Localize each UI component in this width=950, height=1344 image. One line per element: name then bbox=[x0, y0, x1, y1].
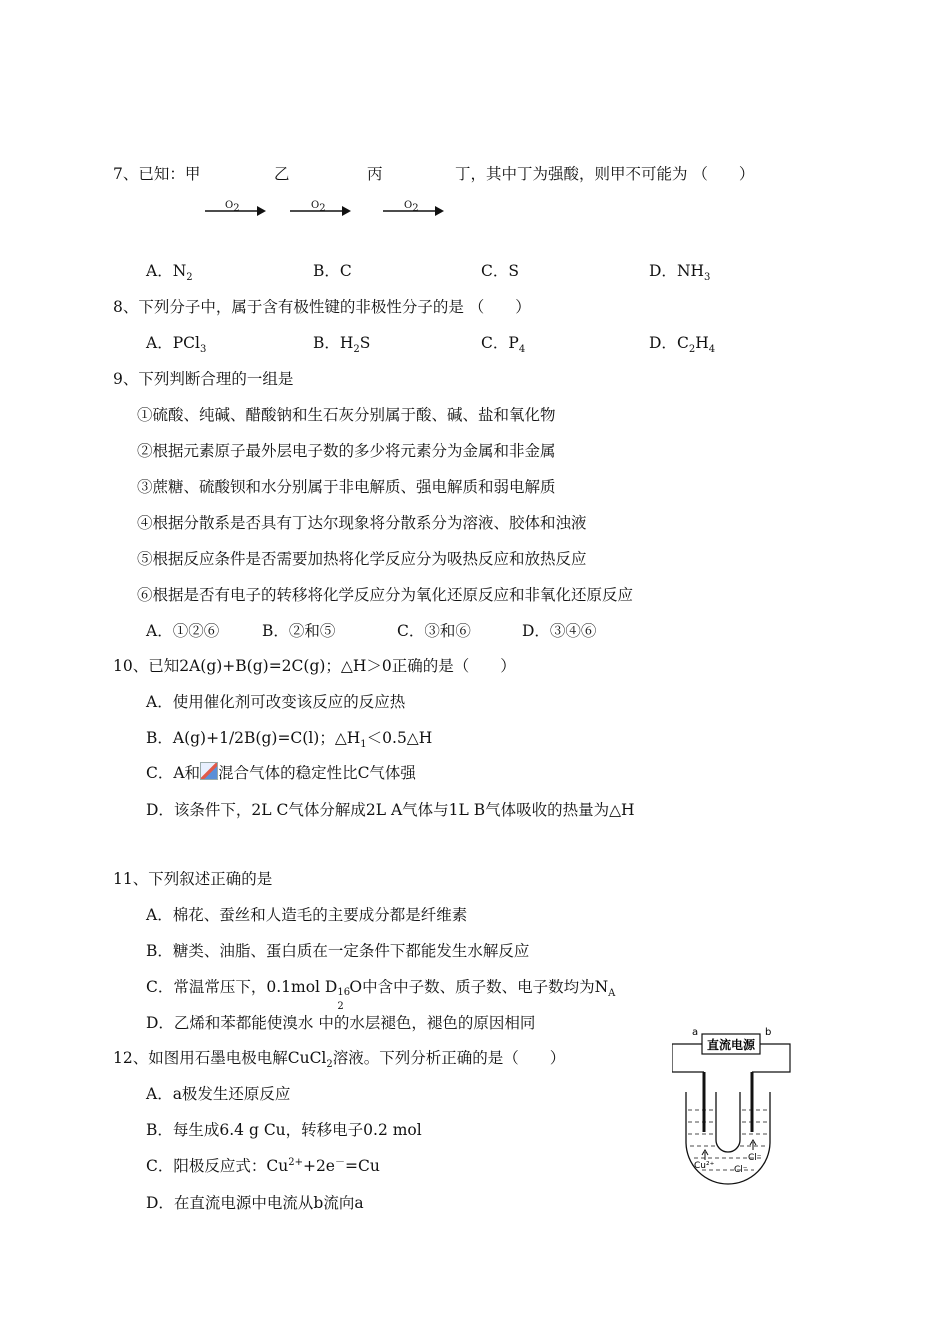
q7-arrow-1-label bbox=[225, 199, 240, 213]
q8-option-b[interactable] bbox=[313, 333, 371, 356]
option-sub: 4 bbox=[708, 344, 716, 356]
ion-cu: Cu²⁺ bbox=[694, 1161, 715, 1171]
arrow-label-main: O bbox=[404, 200, 413, 211]
arrow-label-main: O bbox=[225, 200, 234, 211]
arrow-label-sub: 2 bbox=[412, 203, 419, 214]
broken-image-icon bbox=[200, 762, 218, 780]
q10-option-d[interactable]: D．该条件下，2L C气体分解成2L A气体与1L B气体吸收的热量为△H bbox=[146, 801, 635, 819]
q12-option-b[interactable]: B．每生成6.4 g Cu，转移电子0.2 mol bbox=[146, 1121, 422, 1139]
q9-item-3: ③蔗糖、硫酸钡和水分别属于非电解质、强电解质和弱电解质 bbox=[137, 478, 556, 496]
q8-option-c[interactable] bbox=[481, 333, 526, 356]
option-text: C bbox=[339, 262, 352, 280]
q7-option-b[interactable] bbox=[313, 261, 352, 281]
option-sub: 2 bbox=[337, 1001, 344, 1012]
option-sub: 2 bbox=[688, 344, 696, 356]
q9-item-4: ④根据分散系是否具有丁达尔现象将分散系分为溶液、胶体和浊液 bbox=[137, 514, 587, 532]
q7-option-a[interactable] bbox=[146, 261, 193, 284]
option-tail: 混合气体的稳定性比C气体强 bbox=[218, 764, 416, 782]
option-sub: 2 bbox=[186, 272, 193, 284]
electrolysis-diagram bbox=[672, 1022, 792, 1190]
option-letter: D． bbox=[649, 334, 677, 352]
option-text: S bbox=[508, 262, 519, 280]
option-sub: 1 bbox=[360, 739, 367, 751]
arrow-label-sub: 2 bbox=[319, 203, 326, 214]
u-tube-inner bbox=[716, 1092, 740, 1152]
option-letter: B． bbox=[313, 334, 340, 352]
option-tail: S bbox=[359, 334, 371, 352]
option-text: C bbox=[676, 334, 689, 352]
q9-stem: 9、下列判断合理的一组是 bbox=[113, 370, 294, 388]
ion-arrow-right bbox=[750, 1140, 756, 1150]
q9-option-a[interactable]: A．①②⑥ bbox=[146, 622, 220, 640]
q9-option-b[interactable]: B．②和⑤ bbox=[262, 622, 336, 640]
option-text: C．A和 bbox=[146, 764, 201, 782]
q12-option-a[interactable]: A．a极发生还原反应 bbox=[146, 1085, 291, 1103]
q10-option-a[interactable]: A．使用催化剂可改变该反应的反应热 bbox=[146, 693, 406, 711]
option-text: C．常温常压下，0.1mol D bbox=[146, 978, 338, 996]
option-text: NH bbox=[676, 262, 705, 280]
q11-option-c[interactable] bbox=[146, 977, 616, 1012]
option-text: N bbox=[172, 262, 187, 280]
q9-item-2: ②根据元素原子最外层电子数的多少将元素分为金属和非金属 bbox=[137, 442, 556, 460]
stem-sub: 2 bbox=[326, 1059, 333, 1071]
q9-option-d[interactable]: D．③④⑥ bbox=[522, 622, 597, 640]
power-supply-label: 直流电源 bbox=[706, 1038, 756, 1052]
q12-stem bbox=[113, 1048, 566, 1071]
q7-option-d[interactable] bbox=[649, 261, 711, 284]
stem-text: 12、如图用石墨电极电解CuCl bbox=[113, 1049, 327, 1067]
option-sup: 16 bbox=[337, 987, 351, 998]
q11-option-a[interactable]: A．棉花、蚕丝和人造毛的主要成分都是纤维素 bbox=[146, 906, 468, 924]
option-sub: A bbox=[608, 988, 616, 1000]
q7-stem bbox=[113, 164, 200, 184]
q7-stem-end: 丁，其中丁为强酸，则甲不可能为 （ ） bbox=[455, 165, 755, 183]
q10-stem: 10、已知2A(g)+B(g)=2C(g)；△H＞0正确的是（ ） bbox=[113, 657, 516, 675]
option-letter: A． bbox=[146, 262, 173, 280]
ion-cl-right: Cl⁻ bbox=[748, 1153, 762, 1163]
option-text: +2e bbox=[302, 1157, 335, 1175]
option-letter: C． bbox=[481, 262, 509, 280]
q9-item-5: ⑤根据反应条件是否需要加热将化学反应分为吸热反应和放热反应 bbox=[137, 550, 587, 568]
option-sup: － bbox=[334, 1156, 345, 1168]
q9-option-c[interactable]: C．③和⑥ bbox=[397, 622, 471, 640]
q9-item-6: ⑥根据是否有电子的转移将化学反应分为氧化还原反应和非氧化还原反应 bbox=[137, 586, 634, 604]
q7-stem-start: 7、已知：甲 bbox=[113, 165, 201, 183]
option-sup: 2+ bbox=[288, 1156, 303, 1168]
option-tail: ＜0.5△H bbox=[366, 729, 433, 747]
q7-substance-2: 乙 bbox=[274, 165, 290, 183]
option-sub: 3 bbox=[199, 344, 207, 356]
option-text: P bbox=[508, 334, 519, 352]
q11-stem: 11、下列叙述正确的是 bbox=[113, 870, 273, 888]
arrow-label-sub: 2 bbox=[233, 203, 240, 214]
option-tail: O中含中子数、质子数、电子数均为N bbox=[349, 978, 609, 996]
option-sub: 3 bbox=[704, 272, 711, 284]
option-tail: H bbox=[695, 334, 709, 352]
option-text: B．A(g)+1/2B(g)=C(l)；△H bbox=[146, 729, 361, 747]
q8-option-d[interactable] bbox=[649, 333, 716, 356]
q12-option-d[interactable]: D．在直流电源中电流从b流向a bbox=[146, 1194, 364, 1212]
q7-substance-3: 丙 bbox=[367, 165, 383, 183]
q10-option-b[interactable] bbox=[146, 728, 433, 751]
label-b: b bbox=[765, 1027, 772, 1038]
q10-option-c[interactable] bbox=[146, 762, 416, 783]
option-text: H bbox=[339, 334, 354, 352]
option-letter: D． bbox=[649, 262, 677, 280]
q7-arrow-2-label bbox=[311, 199, 326, 213]
option-letter: C． bbox=[481, 334, 509, 352]
option-tail: =Cu bbox=[344, 1157, 380, 1175]
q7-arrow-3-label bbox=[404, 199, 419, 213]
option-text: C．阳极反应式：Cu bbox=[146, 1157, 289, 1175]
q7-option-c[interactable] bbox=[481, 261, 519, 281]
q11-option-b[interactable]: B．糖类、油脂、蛋白质在一定条件下都能发生水解反应 bbox=[146, 942, 530, 960]
stem-tail: 溶液。下列分析正确的是（ ） bbox=[332, 1049, 566, 1067]
option-sub: 4 bbox=[518, 344, 526, 356]
q12-option-c[interactable] bbox=[146, 1156, 380, 1176]
label-a: a bbox=[692, 1027, 699, 1038]
q8-option-a[interactable] bbox=[146, 333, 207, 356]
ion-arrow-left bbox=[702, 1150, 708, 1160]
option-sub: 2 bbox=[353, 344, 360, 356]
q9-item-1: ①硫酸、纯碱、醋酸钠和生石灰分别属于酸、碱、盐和氧化物 bbox=[137, 406, 556, 424]
arrow-label-main: O bbox=[311, 200, 320, 211]
q8-stem: 8、下列分子中，属于含有极性键的非极性分子的是 （ ） bbox=[113, 298, 531, 316]
option-letter: A． bbox=[146, 334, 173, 352]
option-letter: B． bbox=[313, 262, 340, 280]
q11-option-d[interactable]: D．乙烯和苯都能使溴水 中的水层褪色，褪色的原因相同 bbox=[146, 1014, 536, 1032]
option-text: PCl bbox=[172, 334, 200, 352]
ion-cl-bottom: Cl⁻ bbox=[734, 1165, 748, 1175]
